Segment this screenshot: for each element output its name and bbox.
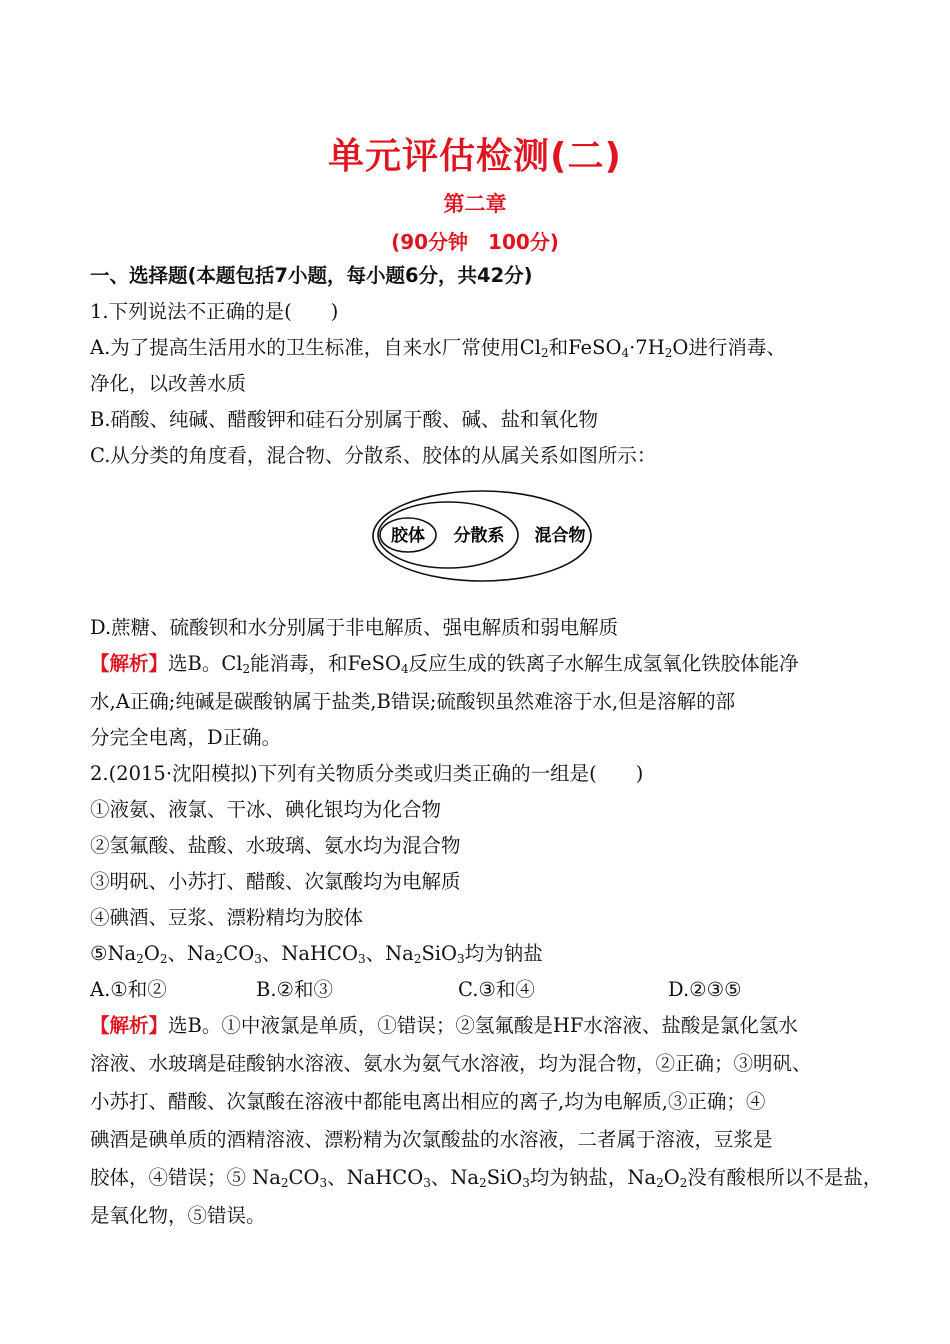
section-heading: 一、选择题(本题包括7小题，每小题6分，共42分) <box>90 264 533 287</box>
question-2-analysis-line-5: 胶体，④错误；⑤ $Na_2CO_3$、NaHCO$_3$、$Na_2SiO_3$均为钠盐，$Na_2O_2$没有酸根所以不是盐， <box>90 1166 883 1190</box>
question-2-item-3: ③明矾、小苏打、醋酸、次氯酸均为电解质 <box>90 870 461 893</box>
question-2-item-5: $⑤Na_2O_2$、$Na_2CO_3$、NaHCO$_3$、$Na_2SiO_3$均为钠盐 <box>90 942 543 966</box>
label-dispersion-system: 分散系 <box>453 526 505 546</box>
question-1-option-d: D.蔗糖、硫酸钡和水分别属于非电解质、强电解质和弱电解质 <box>90 616 619 639</box>
question-2-analysis-line-4: 碘酒是碘单质的酒精溶液、漂粉精为次氯酸盐的水溶液，二者属于溶液，豆浆是 <box>90 1128 773 1151</box>
analysis-tag: 【解析】 <box>90 652 169 675</box>
label-colloid: 胶体 <box>391 526 425 546</box>
question-1-option-a-cont: 净化，以改善水质 <box>90 372 247 395</box>
option-b: B.②和③ <box>256 978 334 1001</box>
page-title: 单元评估检测(二) <box>328 136 622 177</box>
option-c: C.③和④ <box>458 978 535 1001</box>
question-1-analysis-line-1: 【解析】选B。$Cl_2$能消毒，和FeSO$_4$反应生成的铁离子水解生成氢氧化铁胶体能净 <box>90 652 799 676</box>
question-2-analysis-line-6: 是氧化物，⑤错误。 <box>90 1204 266 1227</box>
question-2-analysis-line-3: 小苏打、醋酸、次氯酸在溶液中都能电离出相应的离子,均为电解质,③正确；④ <box>90 1090 766 1113</box>
question-1-option-a: A.为了提高生活用水的卫生标准，自来水厂常使用$Cl_2$和$FeSO_4\cdot 7H_2O$进行消毒、 <box>90 336 786 360</box>
question-2-item-4: ④碘酒、豆浆、漂粉精均为胶体 <box>90 906 364 929</box>
question-2-item-2: ②氢氟酸、盐酸、水玻璃、氨水均为混合物 <box>90 834 461 857</box>
question-1-analysis-line-3: 分完全电离，D正确。 <box>90 726 282 749</box>
question-2-stem: 2.(2015·沈阳模拟)下列有关物质分类或归类正确的一组是( ) <box>90 762 644 785</box>
question-2-analysis-line-1: 【解析】选B。①中液氯是单质，①错误；②氢氟酸是HF水溶液、盐酸是氯化氢水 <box>90 1014 798 1037</box>
chapter-label: 第二章 <box>443 192 507 216</box>
question-1-stem: 1.下列说法不正确的是( ) <box>90 300 339 323</box>
nested-ellipses-figure <box>370 488 595 592</box>
option-d: D.②③⑤ <box>668 978 742 1001</box>
question-1-option-b: B.硝酸、纯碱、醋酸钾和硅石分别属于酸、碱、盐和氧化物 <box>90 408 599 431</box>
time-score-label: (90分钟 100分) <box>391 230 559 254</box>
question-1-analysis-line-2: 水,A正确;纯碱是碳酸钠属于盐类,B错误;硫酸钡虽然难溶于水,但是溶解的部 <box>90 690 736 713</box>
option-a: A.①和② <box>90 978 167 1001</box>
question-1-option-c: C.从分类的角度看，混合物、分散系、胶体的从属关系如图所示： <box>90 444 657 467</box>
classification-diagram <box>370 488 595 592</box>
analysis-tag: 【解析】 <box>90 1014 169 1037</box>
question-2-analysis-line-2: 溶液、水玻璃是硅酸钠水溶液、氨水为氨气水溶液，均为混合物，②正确；③明矾、 <box>90 1052 812 1075</box>
label-mixture: 混合物 <box>534 526 586 546</box>
question-2-item-1: ①液氨、液氯、干冰、碘化银均为化合物 <box>90 798 442 821</box>
question-2-options <box>90 972 870 1008</box>
